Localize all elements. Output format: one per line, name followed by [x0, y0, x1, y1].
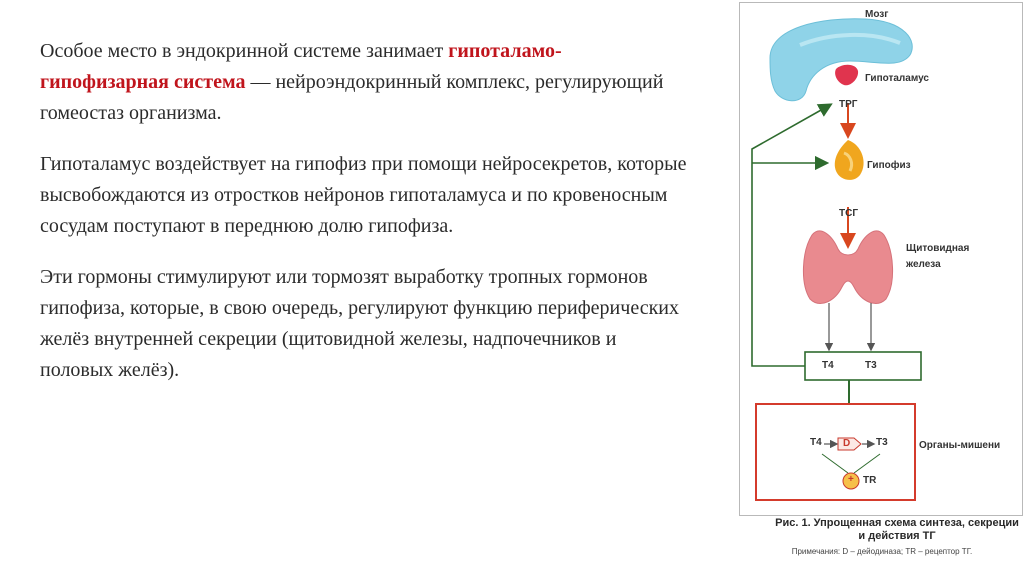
label-trg: ТРГ — [839, 99, 858, 110]
hypothalamus-shape — [835, 65, 858, 86]
paragraph-intro — [40, 36, 690, 129]
target-organs-box — [756, 404, 915, 500]
label-inner-t3: Т3 — [876, 437, 888, 448]
paragraph-hypothalamus: Гипоталамус воздействует на гипофиз при помощи нейросекретов, которые высвобождаются из отростков нейронов гипоталамуса и по кровеносным сосудам поступают в переднюю долю гипофиза. — [40, 153, 687, 237]
intro-text-after: — нейроэндокринный комплекс, регулирующий гомеостаз организма. — [40, 71, 664, 124]
label-t4: Т4 — [822, 360, 834, 371]
diagram-figure — [739, 2, 1023, 516]
figure-caption: Рис. 1. Упрощенная схема синтеза, секреции и действия ТГ — [775, 517, 1019, 542]
pituitary-shape — [835, 140, 864, 180]
label-target-organs: Органы-мишени — [919, 440, 1001, 451]
highlighted-term: гипоталамо-гипофизарная система — [40, 40, 562, 93]
label-d: D — [843, 438, 851, 449]
paragraph-hormones: Эти гормоны стимулируют или тормозят выработку тропных гормонов гипофиза, которые, в свою очередь, регулируют функцию периферических желёз внутренней секреции (щитовидной железы, надпочечников и половых желёз). — [40, 266, 679, 381]
label-pituitary: Гипофиз — [867, 160, 911, 171]
brain-shape — [770, 19, 912, 101]
label-brain: Мозг — [865, 9, 889, 20]
intro-text-before: Особое место в эндокринной системе занимает — [40, 40, 449, 62]
label-tr: TR — [863, 475, 877, 486]
label-hypothalamus: Гипоталамус — [865, 73, 929, 84]
label-plus: + — [848, 474, 854, 485]
label-thyroid-1: Щитовидная — [906, 243, 970, 254]
label-tsg: ТСГ — [839, 208, 858, 219]
main-text — [40, 36, 690, 406]
label-t3: Т3 — [865, 360, 877, 371]
label-inner-t4: Т4 — [810, 437, 822, 448]
label-thyroid-2: железа — [906, 259, 941, 270]
figure-note: Примечания: D – дейодиназа; TR – рецептор ТГ. — [791, 547, 973, 556]
